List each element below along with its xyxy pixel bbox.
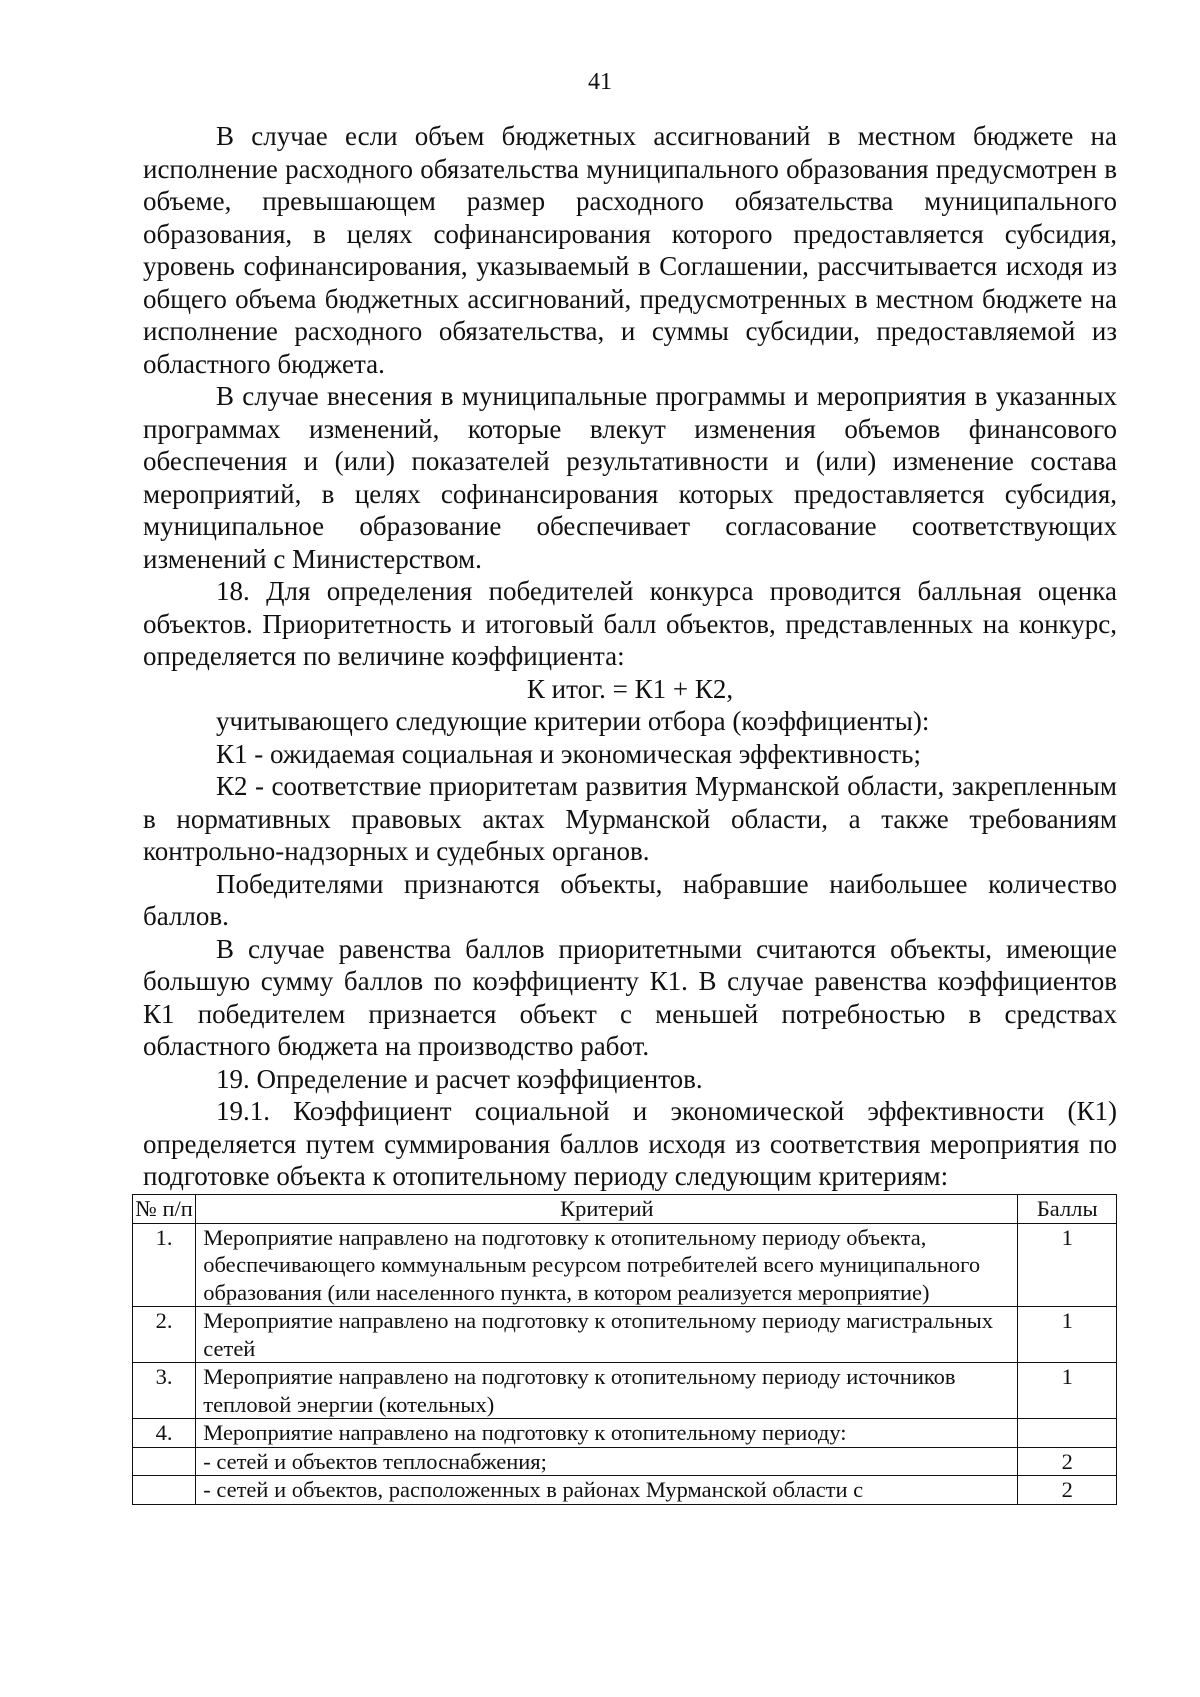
row-number: 2. bbox=[133, 1307, 196, 1363]
row-number bbox=[133, 1476, 196, 1505]
row-number bbox=[133, 1447, 196, 1476]
paragraph-section-19: 19. Определение и расчет коэффициентов. bbox=[216, 1063, 703, 1094]
row-points: 2 bbox=[1018, 1476, 1117, 1505]
table-row bbox=[133, 1307, 1117, 1363]
row-number: 1. bbox=[133, 1223, 196, 1307]
header-number: № п/п bbox=[133, 1195, 196, 1224]
document-body bbox=[143, 120, 1117, 1193]
row-criterion: Мероприятие направлено на подготовку к отопительному периоду источников тепловой энергии (котельных) bbox=[196, 1363, 1018, 1419]
row-criterion: Мероприятие направлено на подготовку к отопительному периоду объекта, обеспечивающего коммунальным ресурсом потребителей всего муниципального образования (или населенного пункта, в котором реализуется мероприятие) bbox=[196, 1223, 1018, 1307]
formula-k-total: К итог. = К1 + К2, bbox=[526, 673, 734, 704]
row-points: 1 bbox=[1018, 1363, 1117, 1419]
row-number: 4. bbox=[133, 1419, 196, 1448]
row-criterion: - сетей и объектов, расположенных в районах Мурманской области с bbox=[196, 1476, 1018, 1505]
row-points: 1 bbox=[1018, 1223, 1117, 1307]
paragraph-winners: Победителями признаются объекты, набравшие наибольшее количество баллов. bbox=[143, 868, 1117, 931]
row-points: 2 bbox=[1018, 1447, 1117, 1476]
paragraph-k2-definition: К2 - соответствие приоритетам развития Мурманской области, закрепленным в нормативных правовых актах Мурманской области, а также требованиям контрольно-надзорных и судебных органов. bbox=[143, 771, 1117, 866]
paragraph-tie-break: В случае равенства баллов приоритетными считаются объекты, имеющие большую сумму баллов по коэффициенту К1. В случае равенства коэффициентов К1 победителем признается объект с меньшей потребностью в средствах областного бюджета на производство работ. bbox=[143, 933, 1117, 1061]
criteria-table bbox=[132, 1194, 1117, 1505]
paragraph-criteria-intro: учитывающего следующие критерии отбора (коэффициенты): bbox=[216, 706, 930, 736]
row-criterion: Мероприятие направлено на подготовку к отопительному периоду: bbox=[196, 1419, 1018, 1448]
table-row bbox=[133, 1419, 1117, 1448]
page-number: 41 bbox=[588, 69, 612, 95]
row-points: 1 bbox=[1018, 1307, 1117, 1363]
row-number: 3. bbox=[133, 1363, 196, 1419]
paragraph-k1-definition: К1 - ожидаемая социальная и экономическая эффективность; bbox=[216, 738, 921, 769]
row-criterion: - сетей и объектов теплоснабжения; bbox=[196, 1447, 1018, 1476]
table-row bbox=[133, 1363, 1117, 1419]
table-row bbox=[133, 1223, 1117, 1307]
header-points: Баллы bbox=[1018, 1195, 1117, 1224]
paragraph-section-19-1: 19.1. Коэффициент социальной и экономической эффективности (К1) определяется путем суммирования баллов исходя из соответствия мероприятия по подготовке объекта к отопительному периоду следующим критериям: bbox=[143, 1096, 1117, 1191]
table-row bbox=[133, 1476, 1117, 1505]
paragraph-section-18: 18. Для определения победителей конкурса проводится балльная оценка объектов. Приоритетность и итоговый балл объектов, представленных на конкурс, определяется по величине коэффициента: bbox=[143, 576, 1117, 671]
row-criterion: Мероприятие направлено на подготовку к отопительному периоду магистральных сетей bbox=[196, 1307, 1018, 1363]
row-points bbox=[1018, 1419, 1117, 1448]
header-criterion: Критерий bbox=[196, 1195, 1018, 1224]
table-header-row bbox=[133, 1195, 1117, 1224]
table-row bbox=[133, 1447, 1117, 1476]
paragraph-cofinancing-level: В случае если объем бюджетных ассигнований в местном бюджете на исполнение расходного обязательства муниципального образования предусмотрен в объеме, превышающем размер расходного обязательства муниципального образования, в целях софинансирования которого предоставляется субсидия, уровень софинансирования, указываемый в Соглашении, рассчитывается исходя из общего объема бюджетных ассигнований, предусмотренных в местном бюджете на исполнение расходного обязательства, и суммы субсидии, предоставляемой из областного бюджета. bbox=[143, 121, 1117, 379]
paragraph-program-changes: В случае внесения в муниципальные программы и мероприятия в указанных программах изменений, которые влекут изменения объемов финансового обеспечения и (или) показателей результативности и (или) изменение состава мероприятий, в целях софинансирования которых предоставляется субсидия, муниципальное образование обеспечивает согласование соответствующих изменений с Министерством. bbox=[143, 381, 1117, 574]
